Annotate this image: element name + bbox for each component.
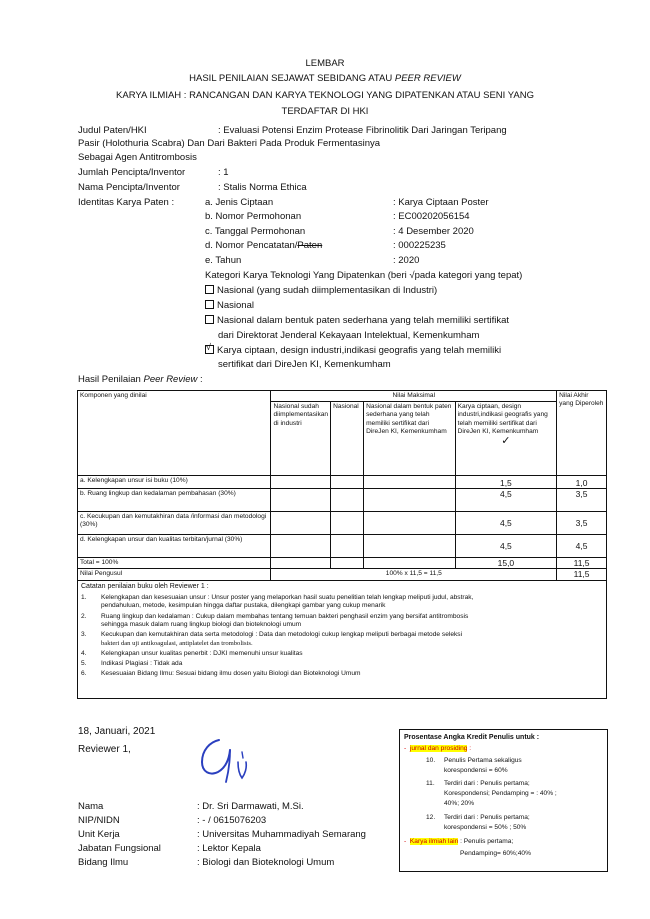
pengusul-row bbox=[78, 569, 607, 580]
signoff-label: Nama bbox=[78, 801, 104, 812]
kredit-karya-line2: Pendamping= 60%;40% bbox=[460, 850, 531, 857]
catatan-line: bakteri dan uji antikoagulasi, antiplatelet dan trombolisis. bbox=[101, 639, 253, 647]
score-table bbox=[77, 390, 607, 699]
kredit-item-line: Terdiri dari : Penulis pertama; bbox=[444, 814, 530, 821]
field-label-strike: Paten bbox=[297, 240, 323, 251]
hasil-colon: : bbox=[197, 374, 203, 385]
row-max: 4,5 bbox=[455, 535, 556, 558]
catatan-item bbox=[81, 594, 603, 611]
col-sub-4 bbox=[455, 402, 556, 476]
field-label: e. Tahun bbox=[205, 255, 242, 266]
row-akhir: 4,5 bbox=[557, 535, 607, 558]
row-max: 4,5 bbox=[455, 489, 556, 512]
field-label: c. Tanggal Permohonan bbox=[205, 226, 306, 237]
kredit-item-line: korespondensi = 60% bbox=[444, 767, 508, 774]
col-maks: Nilai Maksimal bbox=[271, 391, 557, 402]
kredit-item-line: korespondensi = 50% ; 50% bbox=[444, 824, 527, 831]
signoff-label: Jabatan Fungsional bbox=[78, 843, 161, 854]
signoff-reviewer: Reviewer 1, bbox=[78, 744, 131, 755]
field-value: : 4 Desember 2020 bbox=[393, 226, 474, 237]
kredit-jurnal-colon: : bbox=[467, 745, 472, 752]
pengusul-label: Nilai Pengusul bbox=[78, 569, 271, 580]
table-row bbox=[78, 489, 607, 512]
kredit-title: Prosentase Angka Kredit Penulis untuk : bbox=[404, 734, 540, 741]
hasil-italic: Peer Review bbox=[143, 374, 198, 385]
hasil-label bbox=[78, 374, 203, 385]
col-sub-4-text: Karya ciptaan, design industri,indikasi geografis yang telah memiliki sertifikat dari DireJen KI, Kemenkumham bbox=[457, 403, 548, 435]
catatan-line: pendahuluan, metode, kesimpulan hingga daftar pustaka, dilengkapi gambar yang cukup menarik bbox=[101, 602, 386, 610]
catatan-cell bbox=[78, 580, 607, 698]
header-subtitle: KARYA ILMIAH : RANCANGAN DAN KARYA TEKNOLOGI YANG DIPATENKAN ATAU SENI YANG bbox=[116, 90, 534, 101]
kredit-item-line: 40%; 20% bbox=[444, 800, 475, 807]
signoff-value: : Universitas Muhammadiyah Semarang bbox=[197, 829, 366, 840]
kredit-karya bbox=[404, 838, 513, 846]
catatan-text bbox=[101, 613, 468, 630]
header-lembar: LEMBAR bbox=[305, 58, 345, 69]
kredit-dash: - bbox=[404, 838, 407, 845]
row-label: b. Ruang lingkup dan kedalaman pembahasan (30%) bbox=[78, 489, 271, 512]
check-mark-icon: ✓ bbox=[501, 435, 511, 448]
pengusul-value: 11,5 bbox=[557, 569, 607, 580]
signoff-date: 18, Januari, 2021 bbox=[78, 726, 156, 737]
signoff-value: : - / 0615076203 bbox=[197, 815, 267, 826]
row-label: c. Kecukupan dan kemutakhiran data /informasi dan metodologi (30%) bbox=[78, 512, 271, 535]
signoff-value: : Biologi dan Bioteknologi Umum bbox=[197, 857, 335, 868]
table-row bbox=[78, 535, 607, 558]
identitas-label: Identitas Karya Paten : bbox=[78, 197, 175, 208]
field-value: : 2020 bbox=[393, 255, 420, 266]
catatan-line: Kecukupan dan kemutakhiran data serta metodologi : Data dan metodologi cukup lengkap meliputi berbagai metode seleksi bbox=[101, 631, 463, 639]
pengusul-calc: 100% x 11,5 = 11,5 bbox=[271, 569, 557, 580]
catatan-line: Ruang lingkup dan kedalaman : Cukup dalam membahas tentang temuan bakteri penghasil enzim yang bersifat antitrombosis bbox=[101, 612, 469, 620]
total-row bbox=[78, 558, 607, 569]
header-title-italic: PEER REVIEW bbox=[394, 73, 461, 84]
catatan-item bbox=[81, 670, 603, 678]
catatan-item bbox=[81, 631, 603, 648]
total-max: 15,0 bbox=[455, 558, 556, 569]
catatan-title: Catatan penilaian buku oleh Reviewer 1 : bbox=[81, 582, 209, 590]
header-subtitle-2: TERDAFTAR DI HKI bbox=[281, 106, 369, 117]
catatan-num: 2. bbox=[81, 612, 87, 620]
jumlah-value: : 1 bbox=[218, 167, 229, 178]
checkbox-checked-icon[interactable] bbox=[205, 342, 214, 354]
total-label: Total = 100% bbox=[78, 558, 271, 569]
catatan-num: 6. bbox=[81, 670, 87, 678]
judul-label: Judul Paten/HKI bbox=[78, 125, 147, 136]
signoff-label: NIP/NIDN bbox=[78, 815, 120, 826]
kredit-item-num: 12. bbox=[426, 814, 436, 821]
judul-value: : Evaluasi Potensi Enzim Protease Fibrinolitik Dari Jaringan Teripang bbox=[218, 125, 507, 136]
catatan-item bbox=[81, 650, 603, 658]
catatan-text: Indikasi Plagiasi : Tidak ada bbox=[101, 660, 183, 668]
kredit-jurnal-text: jurnal dan prosiding bbox=[409, 745, 468, 752]
option-4[interactable] bbox=[205, 342, 502, 356]
kredit-dash: - bbox=[404, 745, 407, 752]
catatan-item bbox=[81, 613, 603, 630]
kredit-karya-text: Karya ilmiah lain bbox=[409, 838, 459, 845]
total-akhir: 11,5 bbox=[557, 558, 607, 569]
col-sub-1: Nasional sudah diimplementasikan di industri bbox=[271, 402, 331, 476]
judul-line2: Pasir (Holothuria Scabra) Dan Dari Bakteri Pada Produk Fermentasinya bbox=[78, 138, 381, 149]
signature-image bbox=[192, 732, 264, 786]
catatan-row bbox=[78, 580, 607, 698]
option-3-line2: dari Direktorat Jenderal Kekayaan Intelektual, Kemenkumham bbox=[218, 330, 480, 341]
field-label-text: d. Nomor Pencatatan/ bbox=[205, 240, 298, 251]
jumlah-label: Jumlah Pencipta/Inventor bbox=[78, 167, 186, 178]
field-value: : EC00202056154 bbox=[393, 211, 470, 222]
nama-pencipta-label: Nama Pencipta/Inventor bbox=[78, 182, 180, 193]
field-label: b. Nomor Permohonan bbox=[205, 211, 302, 222]
catatan-num: 5. bbox=[81, 660, 87, 668]
kredit-item-num: 11. bbox=[426, 780, 435, 787]
kategori-label: Kategori Karya Teknologi Yang Dipatenkan (beri √pada kategori yang tepat) bbox=[205, 270, 523, 281]
option-text: Nasional (yang sudah diimplementasikan di Industri) bbox=[217, 285, 438, 296]
checkbox-icon[interactable] bbox=[205, 300, 214, 309]
catatan-num: 4. bbox=[81, 649, 87, 657]
hasil-text: Hasil Penilaian bbox=[78, 374, 144, 385]
catatan-num: 1. bbox=[81, 594, 87, 602]
option-text: Karya ciptaan, design industri,indikasi geografis yang telah memiliki bbox=[217, 345, 502, 356]
table-row bbox=[78, 476, 607, 489]
signoff-label: Bidang Ilmu bbox=[78, 857, 129, 868]
table-row bbox=[78, 512, 607, 535]
row-akhir: 3,5 bbox=[557, 489, 607, 512]
kredit-item-num: 10. bbox=[426, 757, 436, 764]
catatan-num: 3. bbox=[81, 631, 87, 639]
catatan-line: Kelengkapan dan kesesuaian unsur : Unsur poster yang melaporkan hasil suatu penelitian telah lengkap meliputi judul, abstrak, bbox=[101, 594, 474, 602]
field-value: : 000225235 bbox=[393, 240, 446, 251]
col-sub-3: Nasional dalam bentuk paten sederhana yang telah memiliki sertifikat dari DireJen KI, Kemenkumham bbox=[364, 402, 456, 476]
row-akhir: 1,0 bbox=[557, 476, 607, 489]
kredit-item-line: Terdiri dari : Penulis pertama; bbox=[444, 780, 530, 787]
catatan-line: sehingga masuk dalam ruang lingkup biologi dan bioteknologi umum bbox=[101, 621, 302, 628]
catatan-item bbox=[81, 660, 603, 668]
nama-pencipta-value: : Stalis Norma Ethica bbox=[218, 182, 307, 193]
option-4-line2: sertifikat dari DireJen KI, Kemenkumham bbox=[218, 359, 391, 370]
kredit-box bbox=[399, 729, 608, 872]
checkbox-icon[interactable] bbox=[205, 285, 214, 294]
header-title-text: HASIL PENILAIAN SEJAWAT SEBIDANG ATAU bbox=[189, 73, 395, 84]
kredit-item-line: Korespondensi; Pendamping = : 40% ; bbox=[444, 790, 557, 797]
kredit-item-line: Penulis Pertama sekaligus bbox=[444, 757, 522, 764]
option-2[interactable] bbox=[205, 300, 254, 311]
option-3[interactable] bbox=[205, 315, 509, 326]
option-text: Nasional bbox=[217, 300, 254, 311]
kredit-jurnal bbox=[404, 745, 471, 753]
row-max: 1,5 bbox=[455, 476, 556, 489]
row-max: 4,5 bbox=[455, 512, 556, 535]
check-mark-icon: √ bbox=[206, 342, 211, 352]
row-label: d. Kelengkapan unsur dan kualitas terbitan/jurnal (30%) bbox=[78, 535, 271, 558]
col-akhir: Nilai Akhir yang Diperoleh bbox=[557, 391, 607, 476]
catatan-text: Kesesuaian Bidang Ilmu: Sesuai bidang ilmu dosen yaitu Biologi dan Bioteknologi Umum bbox=[101, 670, 361, 678]
header-title bbox=[0, 73, 650, 84]
catatan-text bbox=[101, 594, 473, 611]
signoff-label: Unit Kerja bbox=[78, 829, 120, 840]
catatan-text bbox=[101, 631, 462, 648]
field-label: a. Jenis Ciptaan bbox=[205, 197, 274, 208]
kredit-karya-rest: : Penulis pertama; bbox=[458, 838, 514, 845]
judul-line3: Sebagai Agen Antitrombosis bbox=[78, 152, 197, 163]
signoff-value: : Dr. Sri Darmawati, M.Si. bbox=[197, 801, 304, 812]
col-komponen: Komponen yang dinilai bbox=[78, 391, 271, 476]
catatan-text: Kelengkapan unsur kualitas penerbit : DJKI memenuhi unsur kualitas bbox=[101, 649, 303, 657]
signoff-value: : Lektor Kepala bbox=[197, 843, 261, 854]
checkbox-icon[interactable] bbox=[205, 315, 214, 324]
row-label: a. Kelengkapan unsur isi buku (10%) bbox=[78, 476, 271, 489]
col-sub-2: Nasional bbox=[331, 402, 364, 476]
field-label bbox=[205, 240, 322, 251]
field-value: : Karya Ciptaan Poster bbox=[393, 197, 489, 208]
row-akhir: 3,5 bbox=[557, 512, 607, 535]
option-text: Nasional dalam bentuk paten sederhana yang telah memiliki sertifikat bbox=[217, 315, 510, 326]
option-1[interactable] bbox=[205, 285, 437, 296]
